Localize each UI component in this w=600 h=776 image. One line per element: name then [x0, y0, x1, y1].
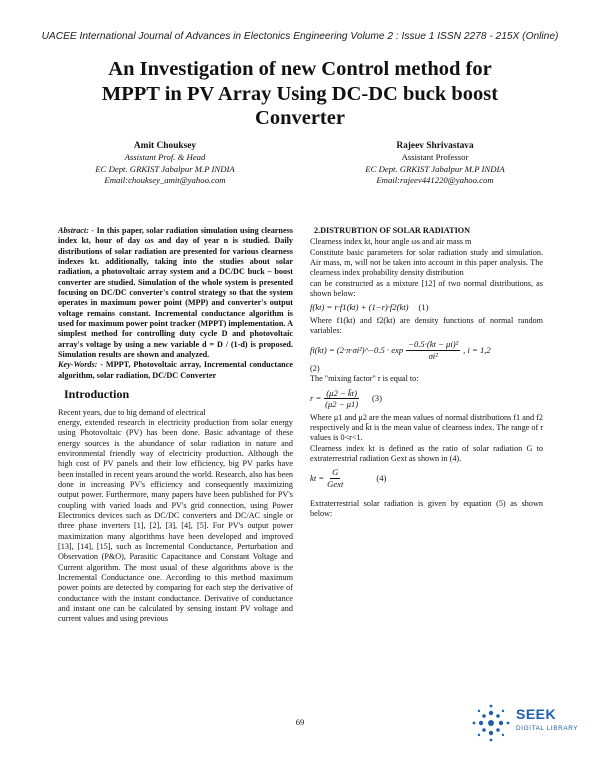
equation-fraction — [324, 388, 359, 410]
fraction-denominator: Gext — [327, 478, 344, 489]
author-position: Assistant Professor — [401, 152, 469, 163]
title-line: An Investigation of new Control method for — [108, 58, 492, 80]
page-number: 69 — [295, 717, 305, 727]
author-email[interactable]: Email:rajeev441220@yahoo.com — [376, 175, 494, 186]
keywords-label: Key-Words: — [58, 360, 98, 370]
logo-subtext: DIGITAL LIBRARY — [516, 725, 579, 732]
title-line: Converter — [255, 107, 345, 129]
equation-body: kt = — [310, 472, 325, 483]
author-name: Rajeev Shrivastava — [396, 141, 474, 151]
introduction-heading: Introduction — [64, 387, 130, 402]
equation-number: (4) — [376, 472, 387, 483]
section-paragraph: Clearness index kt, hour angle ωs and air mass m — [310, 237, 472, 247]
equation-tail: , i = 1,2 — [463, 345, 491, 356]
author-position: Assistant Prof. & Head — [124, 152, 206, 163]
equation-1 — [310, 302, 543, 312]
author-affiliation: EC Dept. GRKIST Jabalpur M.P INDIA — [365, 163, 505, 174]
section-heading: 2.DISTRUBTION OF SOLAR RADIATION — [314, 226, 471, 235]
equation-body: f(kt) = r·f1(kt) + (1−r)·f2(kt) — [310, 302, 409, 313]
equation-number: (3) — [371, 393, 382, 404]
author-block — [40, 141, 290, 187]
equation-fraction — [406, 339, 460, 361]
equation-4 — [310, 467, 543, 489]
section-paragraph: Constitute basic parameters for solar radiation study and simulation. Air mass, m, will not be taken into account in this paper analysis. The clearness index probability density distribution — [310, 247, 543, 278]
author-email[interactable]: Email:chouksey_amit@yahoo.com — [104, 175, 226, 186]
journal-header: UACEE International Journal of Advances in Electonics Engineering Volume 2 : Issue 1 ISSN 2278 - 215X (Online) — [41, 31, 559, 42]
keywords — [58, 360, 293, 381]
author-affiliation: EC Dept. GRKIST Jabalpur M.P INDIA — [95, 163, 235, 174]
abstract-text: In this paper, solar radiation simulation using clearness index kt, hour of day ωs and day of year n is studied. Daily distributions of solar radiation are presented for various clearness indexes kt. additionally, taking into the studies about solar radiation, a photovoltaic array system and a DC/DC buck – boost converter are studied. Simulation of the whole system is presented focusing on DC/DC converter's control strategy so that the system operates in maximum power point (MPP) and converter's output voltage remains constant. Incremental conductance algorithm is used for maximum power point tracker (MPPT) implementation. A simplest method for controlling duty cycle D and photovoltaic array's voltage by using a new variable d = D / (1-d) is proposed. Simulation results are shown and analyzed. — [58, 226, 293, 360]
paper-title — [40, 57, 560, 131]
equation-body: fi(kt) = (2·π·σi²)^−0.5 · exp — [310, 345, 404, 356]
equation-fraction — [327, 467, 343, 489]
title-line: MPPT in PV Array Using DC-DC buck boost — [101, 82, 499, 105]
equation-body: r = — [310, 393, 322, 404]
equation-number: (2) — [310, 364, 320, 374]
abstract-label: Abstract: - — [58, 226, 95, 235]
equation-2 — [310, 339, 543, 361]
fraction-denominator: (μ2 − μ1) — [325, 399, 359, 410]
equation-3 — [310, 388, 543, 410]
logo-text: SEEK — [516, 706, 557, 722]
section-paragraph: Extraterrestrial solar radiation is given by equation (5) as shown below: — [310, 498, 543, 519]
abstract — [58, 226, 293, 360]
seek-logo-icon — [470, 703, 512, 743]
section-paragraph: Where f1(kt) and f2(kt) are density functions of normal random variables: — [310, 315, 543, 336]
section-paragraph: The "mixing factor" r is equal to: — [310, 374, 419, 384]
introduction-lead: Recent years, due to big demand of electrical — [58, 407, 206, 417]
fraction-numerator: −0.5·(kt − μi)² — [408, 339, 459, 350]
equation-number: (1) — [418, 302, 429, 313]
left-column — [58, 226, 293, 625]
author-name: Amit Chouksey — [133, 141, 197, 151]
fraction-denominator: σi² — [428, 350, 438, 361]
section-paragraph: Where μ1 and μ2 are the mean values of normal distributions f1 and f2 respectively and k̄t is the mean value of clearness index. The range of r values is 0<r<1. — [310, 412, 543, 443]
section-paragraph: Clearness index kt is defined as the ratio of solar radiation G to extraterrestrial radiation Gext as shown in (4). — [310, 443, 543, 463]
fraction-numerator: G — [332, 467, 339, 478]
right-column — [310, 226, 543, 520]
fraction-numerator: (μ2 − k̄t) — [326, 387, 357, 398]
introduction-text: energy, extended research in electricity production from solar energy using Photovoltaic (PV) has been done. Basic advantage of these energy sources is the abundance of solar radiation in nature and environmental friendly way of electricity production. Although the high cost of PV panels and their low efficiency, big PV parks have been installed in recent years around the world. Research, also has been done in increasing PV's efficiency and consequently maximizing output power. Furthermore, many papers have been published for PV's coupling with varied loads and PV's grid connection, using Power Electronics devices such as DC/DC converters and DC/AC single or three phase inverters [1], [2], [3], [4], [5]. For PV's output power maximization many algorithms have been developed and improved [13], [14], [15], such as Incremental Conductance, Perturbation and Observation (P&O), Parasitic Capacitance and Constant Voltage and Current algorithm. The most usual of these algorithms above is the Incremental Conductance one. According to this method maximum power points are detected by comparing for each step the derivative of conductance with the instant conductance. Derivative of conductance and instant one can be calculated by sensing instant PV voltage and current values and using previous — [58, 417, 293, 624]
section-paragraph: can be constructed as a mixture [12] of two normal distributions, as shown below: — [310, 278, 543, 299]
keywords-text: - MPPT, Photovoltaic array, Incremental conductance algorithm, solar radiation, DC/DC Converter — [58, 360, 293, 380]
seek-logo — [470, 703, 590, 743]
author-block — [310, 141, 560, 187]
